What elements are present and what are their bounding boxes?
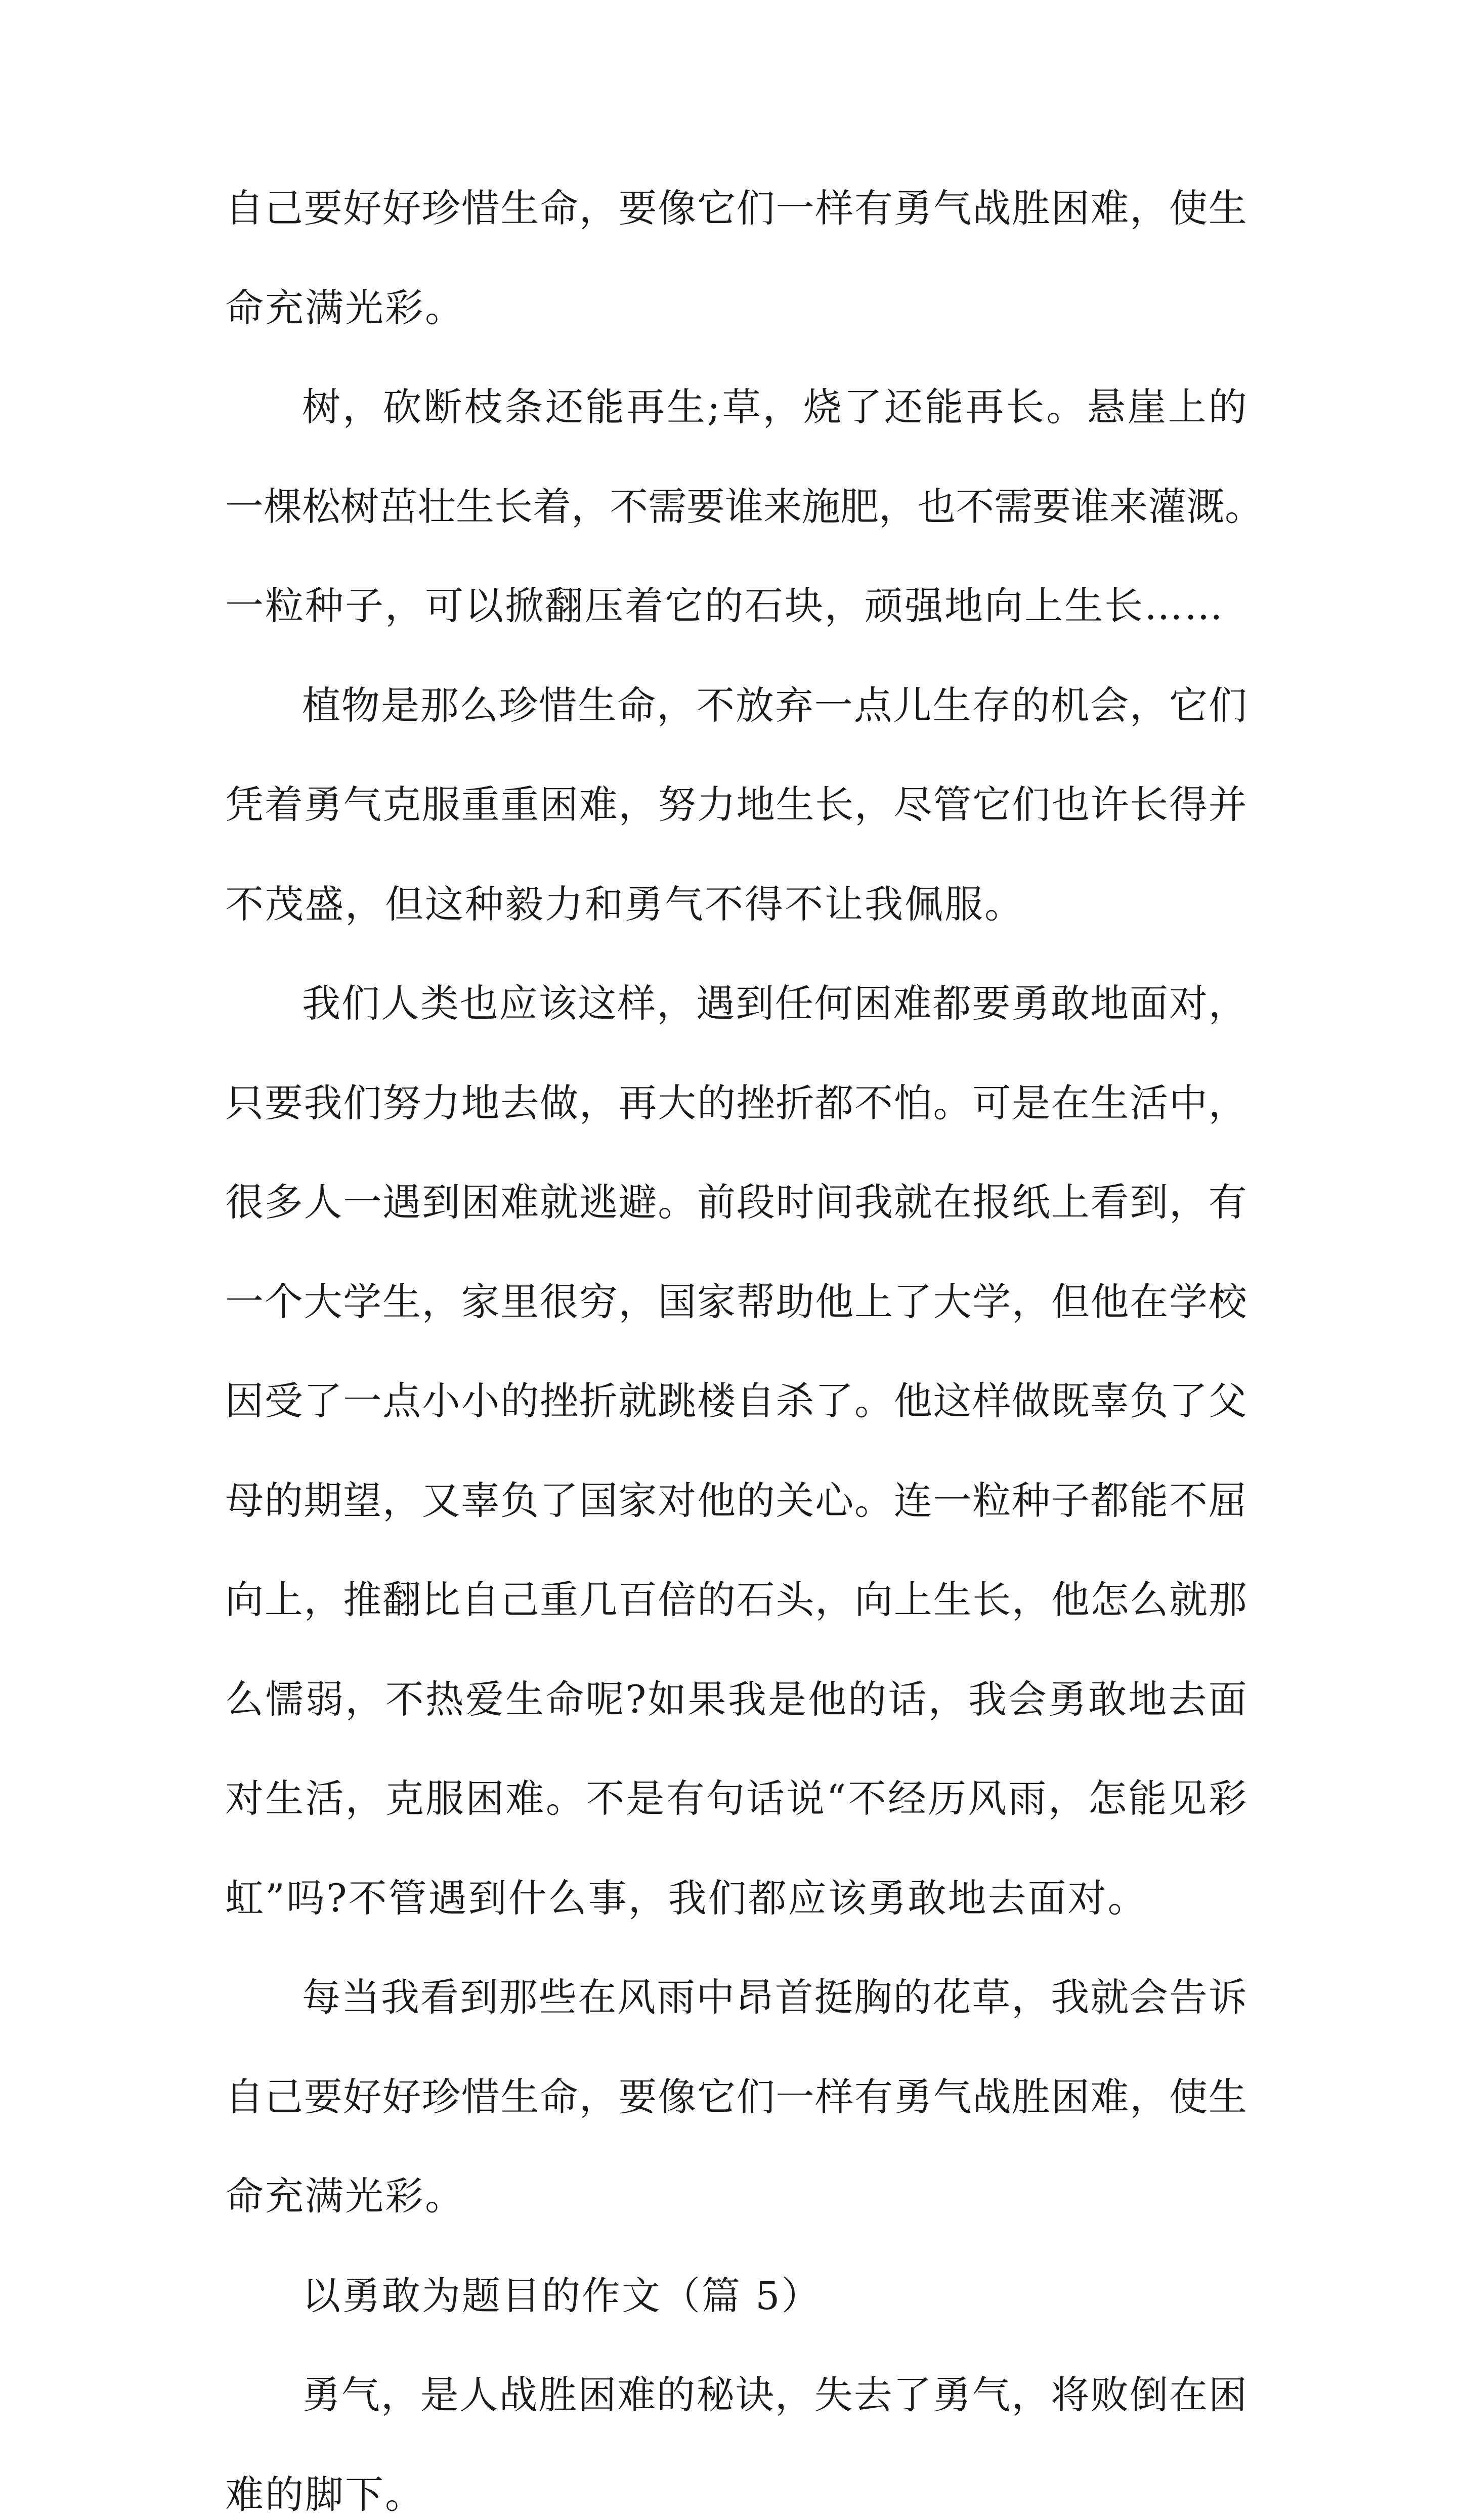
text-line: 向 上 ， 推 翻 比 自 己 重 几 百 倍 的 石 头 ， 向 上 生 长 ， 他 怎 么 就 那 <box>225 1577 1247 1622</box>
text-line: 勇 气 ， 是 人 战 胜 困 难 的 秘 诀 ， 失 去 了 勇 气 ， 将 败 倒 在 困 <box>302 2372 1247 2417</box>
text-line: 自 己 要 好 好 珍 惜 生 命 ， 要 像 它 们 一 样 有 勇 气 战 胜 困 难 ， 使 生 <box>225 2074 1247 2119</box>
text-line: 树 ， 砍 断 枝 条 还 能 再 生 ; 草 ， 烧 了 还 能 再 长 。 悬 崖 上 的 <box>302 384 1247 429</box>
text-line: 一粒种子，可以掀翻压着它的石块，顽强地向上生长…… <box>225 583 1224 628</box>
text-line: 每 当 我 看 到 那 些 在 风 雨 中 昂 首 挺 胸 的 花 草 ， 我 就 会 告 诉 <box>302 1975 1247 2020</box>
text-line: 一 棵 松 树 茁 壮 生 长 着 ， 不 需 要 谁 来 施 肥 ， 也 不 需 要 谁 来 灌 溉 。 <box>225 484 1263 529</box>
text-line: 难的脚下。 <box>225 2471 425 2517</box>
text-line: 虹”吗?不管遇到什么事，我们都应该勇敢地去面对。 <box>225 1875 1148 1921</box>
text-line: 自 己 要 好 好 珍 惜 生 命 ， 要 像 它 们 一 样 有 勇 气 战 胜 困 难 ， 使 生 <box>225 186 1247 231</box>
text-line: 很 多 人 一 遇 到 困 难 就 逃 避 。 前 段 时 间 我 就 在 报 纸 上 看 到 ， 有 <box>225 1180 1247 1225</box>
text-line: 因 受 了 一 点 小 小 的 挫 折 就 跳 楼 自 杀 了 。 他 这 样 做 既 辜 负 了 父 <box>225 1378 1247 1423</box>
text-line: 命充满光彩。 <box>225 285 465 330</box>
text-line: 植 物 是 那 么 珍 惜 生 命 ， 不 放 弃 一 点 儿 生 存 的 机 会 ， 它 们 <box>302 682 1247 728</box>
text-line: 对 生 活 ， 克 服 困 难 。 不 是 有 句 话 说 “ 不 经 历 风 雨 ， 怎 能 见 彩 <box>225 1776 1247 1821</box>
text-line: 不茂盛，但这种毅力和勇气不得不让我佩服。 <box>225 881 1024 927</box>
text-line: 只 要 我 们 努 力 地 去 做 ， 再 大 的 挫 折 都 不 怕 。 可 是 在 生 活 中 ， <box>225 1080 1247 1125</box>
text-line: 我 们 人 类 也 应 该 这 样 ， 遇 到 任 何 困 难 都 要 勇 敢 地 面 对 ， <box>302 981 1247 1026</box>
text-line: 命充满光彩。 <box>225 2174 465 2219</box>
text-line: 一 个 大 学 生 ， 家 里 很 穷 ， 国 家 帮 助 他 上 了 大 学 ， 但 他 在 学 校 <box>225 1279 1247 1324</box>
text-line: 凭 着 勇 气 克 服 重 重 困 难 ， 努 力 地 生 长 ， 尽 管 它 们 也 许 长 得 并 <box>225 782 1247 827</box>
text-line: 以勇敢为题目的作文（篇 5） <box>302 2273 822 2318</box>
text-line: 母 的 期 望 ， 又 辜 负 了 国 家 对 他 的 关 心 。 连 一 粒 种 子 都 能 不 屈 <box>225 1478 1247 1523</box>
text-line: 么 懦 弱 ， 不 热 爱 生 命 呢 ? 如 果 我 是 他 的 话 ， 我 会 勇 敢 地 去 面 <box>225 1676 1247 1722</box>
